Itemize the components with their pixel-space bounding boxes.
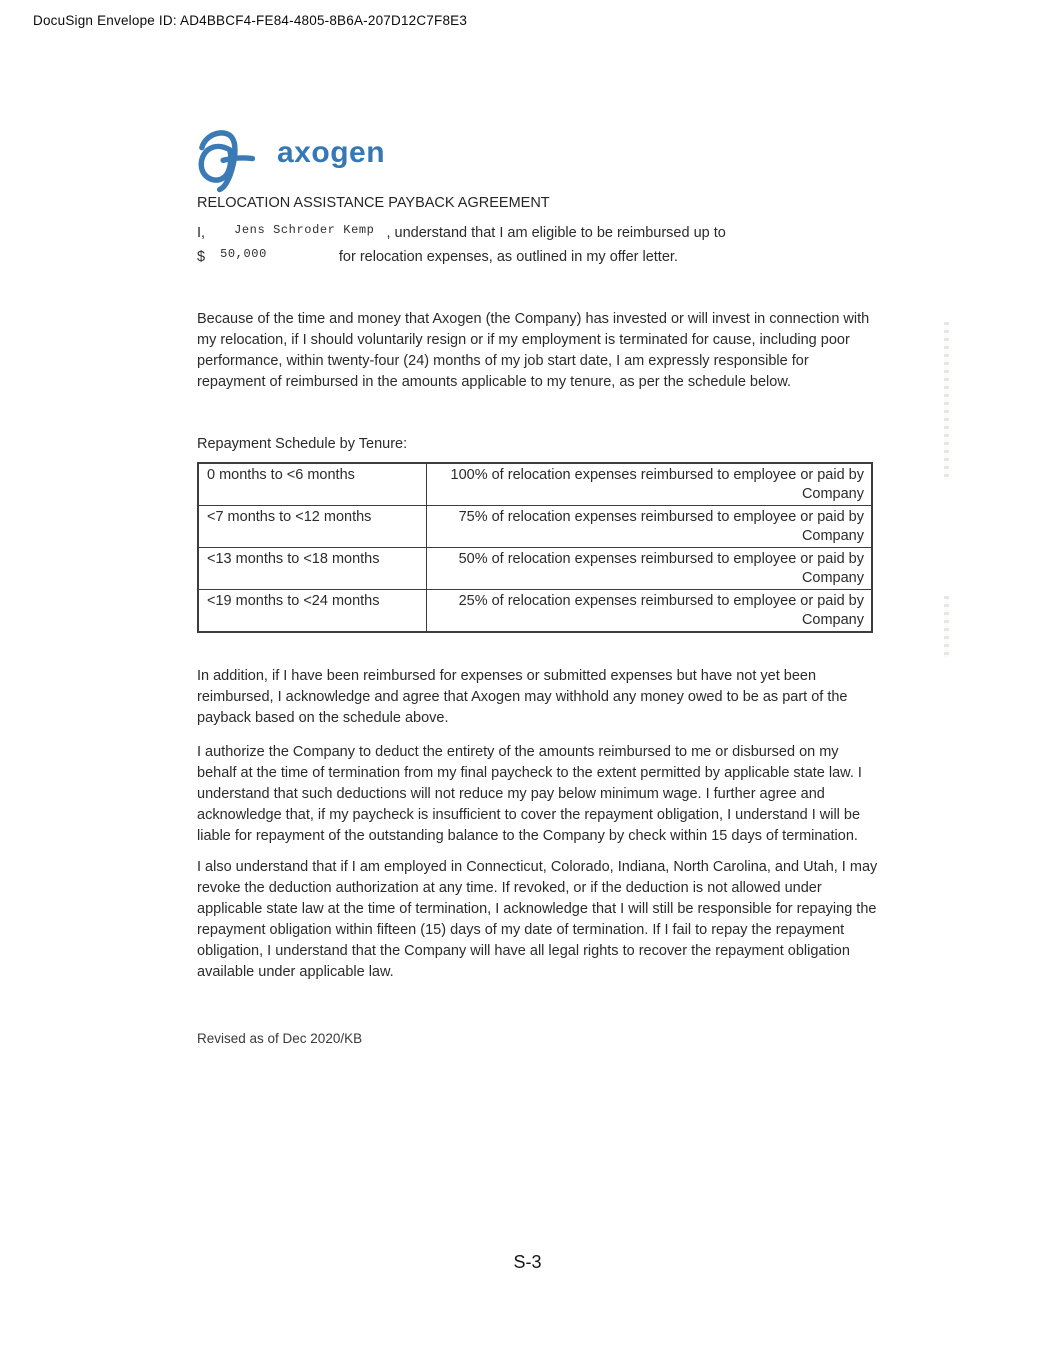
tenure-cell: <19 months to <24 months	[198, 590, 427, 633]
repayment-text: Company	[801, 485, 864, 502]
intro-after-amount-text: for relocation expenses, as outlined in my offer letter.	[338, 249, 678, 265]
repayment-text: Company	[801, 569, 864, 586]
intro-line-2	[197, 249, 881, 265]
tenure-cell: 0 months to <6 months	[198, 463, 427, 506]
repayment-cell	[427, 506, 873, 548]
currency-symbol: $	[197, 249, 206, 265]
paragraph-state-revocation: I also understand that if I am employed in Connecticut, Colorado, Indiana, North Carolina, and Utah, I may revoke the deduction authorization at any time. If revoked, or if the deduction is not allowed under applicable state law at the time of termination, I acknowledge that I will still be responsible for repaying the repayment obligation within fifteen (15) days of my date of termination. If I fail to repay the repayment obligation, I understand that the Company will have all legal rights to recover the repayment obligation available under applicable law.	[197, 859, 878, 980]
repayment-schedule-table	[197, 462, 873, 633]
scan-artifact	[944, 596, 949, 658]
repayment-text: 50% of relocation expenses reimbursed to employee or paid by	[458, 551, 864, 567]
table-row	[198, 590, 872, 633]
table-row	[198, 506, 872, 548]
repayment-text: Company	[801, 527, 864, 544]
i-label: I,	[197, 225, 206, 241]
document-title: RELOCATION ASSISTANCE PAYBACK AGREEMENT	[197, 195, 550, 211]
repayment-text: 75% of relocation expenses reimbursed to employee or paid by	[458, 509, 864, 525]
docusign-envelope-id: DocuSign Envelope ID: AD4BBCF4-FE84-4805-8B6A-207D12C7F8E3	[33, 13, 468, 28]
table-row	[198, 548, 872, 590]
intro-line-1	[197, 225, 881, 241]
amount-field: 50,000	[220, 247, 267, 261]
table-row	[198, 463, 872, 506]
tenure-cell: <13 months to <18 months	[198, 548, 427, 590]
repayment-cell	[427, 590, 873, 633]
tenure-cell: <7 months to <12 months	[198, 506, 427, 548]
document-content	[197, 127, 881, 1046]
paragraph-repayment-obligation: Because of the time and money that Axogen (the Company) has invested or will invest in connection with my relocation, if I should voluntarily resign or if my employment is terminated for cause, including poor performance, within twenty-four (24) months of my job start date, I am expressly responsible for repayment of reimbursed in the amounts applicable to my tenure, as per the schedule below.	[197, 311, 870, 390]
intro-after-name-text: , understand that I am eligible to be reimbursed up to	[386, 225, 726, 241]
paragraph-deduction-authorization: I authorize the Company to deduct the entirety of the amounts reimbursed to me or disbursed on my behalf at the time of termination from my final paycheck to the extent permitted by applicable state law. I understand that such deductions will not reduce my pay below minimum wage. I further agree and acknowledge that, if my paycheck is insufficient to cover the repayment obligation, I understand I will be liable for repayment of the outstanding balance to the Company by check within 15 days of termination.	[197, 744, 862, 844]
schedule-heading: Repayment Schedule by Tenure:	[197, 436, 408, 452]
revision-note: Revised as of Dec 2020/KB	[197, 1031, 363, 1046]
axogen-logo-icon	[197, 127, 255, 193]
repayment-text: Company	[801, 611, 864, 628]
axogen-logo	[197, 127, 881, 193]
repayment-text: 100% of relocation expenses reimbursed to employee or paid by	[450, 467, 864, 483]
page-number: S-3	[513, 1252, 542, 1272]
repayment-cell	[427, 463, 873, 506]
paragraph-withholding: In addition, if I have been reimbursed for expenses or submitted expenses but have not yet been reimbursed, I acknowledge and agree that Axogen may withhold any money owed to be as part of the payback based on the schedule above.	[197, 668, 848, 726]
scan-artifact	[944, 322, 949, 480]
repayment-text: 25% of relocation expenses reimbursed to employee or paid by	[458, 593, 864, 609]
employee-name-field: Jens Schroder Kemp	[234, 223, 375, 237]
axogen-wordmark: axogen	[277, 136, 386, 169]
repayment-cell	[427, 548, 873, 590]
